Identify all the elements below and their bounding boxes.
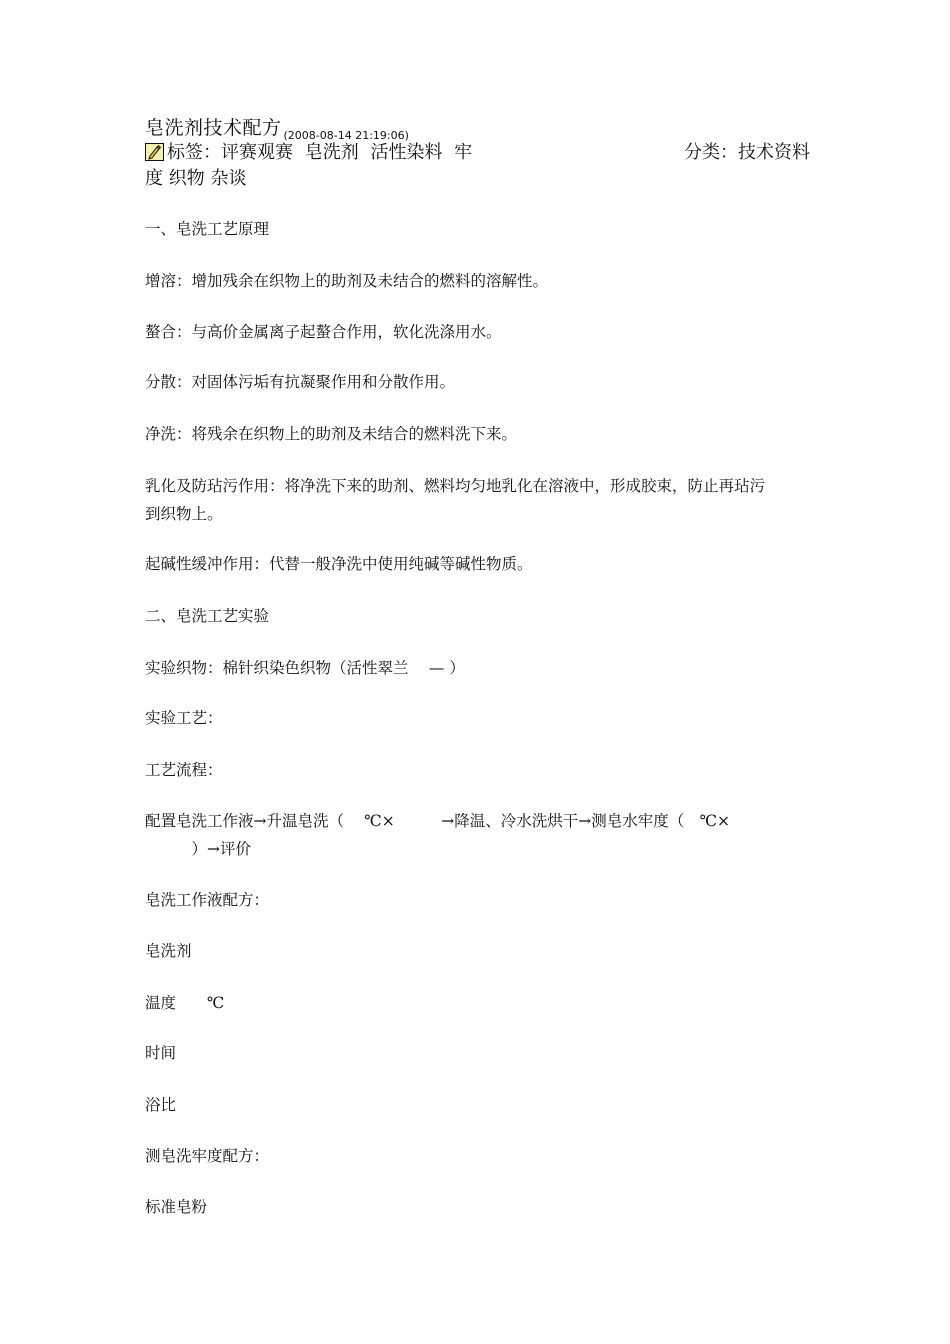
- para-flow-detail-line2: ）→评价: [145, 840, 251, 858]
- page-title: 皂洗剂技术配方: [145, 117, 282, 139]
- tags-list-line2[interactable]: 度 织物 杂谈: [145, 168, 247, 189]
- para-flow-detail-line1: 配置皂洗工作液→升温皂洗（ ℃× →降温、冷水洗烘干→测皂水牢度（ ℃×: [145, 812, 731, 830]
- tag-pencil-icon: [145, 143, 164, 161]
- tags-text: [167, 140, 507, 166]
- para-agent: 皂洗剂: [145, 942, 192, 960]
- tags-list-line1[interactable]: 评赛观赛 皂洗剂 活性染料 牢: [221, 142, 473, 163]
- para-emulsify-line2: 到织物上。: [145, 505, 223, 523]
- para-fastness: 测皂洗牢度配方：: [145, 1147, 270, 1165]
- category-label[interactable]: 分类：技术资料: [684, 142, 810, 163]
- para-time: 时间: [145, 1044, 177, 1062]
- tags-label: 标签：: [167, 142, 221, 163]
- para-soap: 标准皂粉: [145, 1198, 208, 1216]
- title-line: [145, 113, 409, 140]
- para-flow: 工艺流程：: [145, 761, 223, 779]
- para-solubilize: 增溶：增加残余在织物上的助剂及未结合的燃料的溶解性。: [145, 272, 549, 290]
- para-recipe: 皂洗工作液配方：: [145, 891, 270, 909]
- post-timestamp: (2008-08-14 21:19:06): [283, 129, 409, 142]
- tags-row: [145, 140, 810, 190]
- para-disperse: 分散：对固体污垢有抗凝聚作用和分散作用。: [145, 373, 456, 391]
- para-temp: 温度 ℃: [145, 994, 225, 1012]
- para-emulsify-line1: 乳化及防玷污作用：将净洗下来的助剂、燃料均匀地乳化在溶液中，形成胶束，防止再玷污: [145, 477, 766, 495]
- para-buffer: 起碱性缓冲作用：代替一般净洗中使用纯碱等碱性物质。: [145, 555, 533, 573]
- para-clean: 净洗：将残余在织物上的助剂及未结合的燃料洗下来。: [145, 425, 518, 443]
- para-chelate: 螯合：与高价金属离子起螯合作用，软化洗涤用水。: [145, 323, 502, 341]
- para-process: 实验工艺：: [145, 709, 223, 727]
- section1-heading: 一、皂洗工艺原理: [145, 220, 270, 238]
- para-ratio: 浴比: [145, 1096, 177, 1114]
- para-fabric: 实验织物：棉针织染色织物（活性翠兰 — ）: [145, 659, 465, 677]
- section2-heading: 二、皂洗工艺实验: [145, 607, 270, 625]
